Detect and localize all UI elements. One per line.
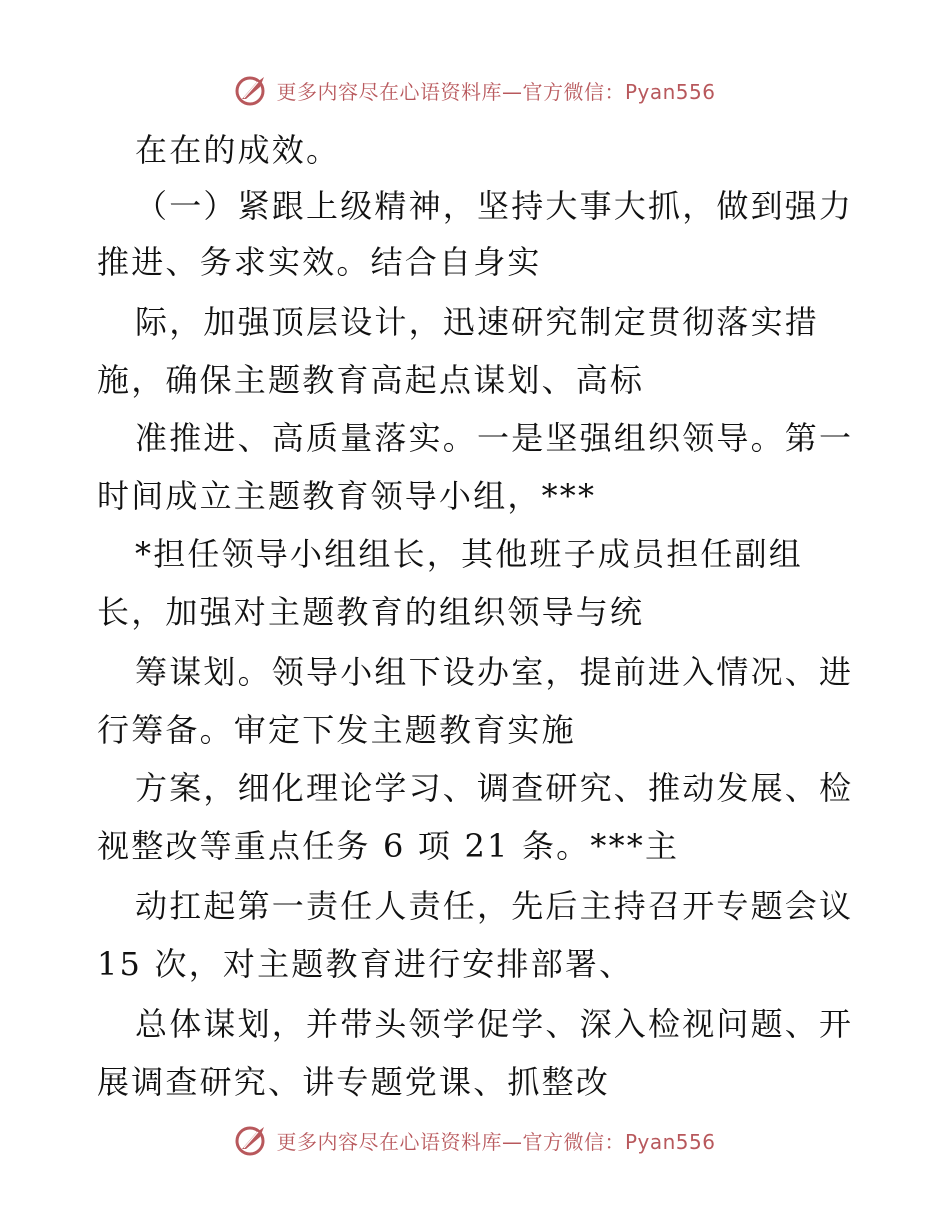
watermark-text: 更多内容尽在心语资料库—官方微信：Pyan556 (276, 1129, 716, 1154)
text-line: 总体谋划，并带头领学促学、深入检视问题、开 (135, 1005, 854, 1043)
watermark-text: 更多内容尽在心语资料库—官方微信：Pyan556 (276, 79, 716, 104)
watermark-group (234, 73, 715, 107)
text-line: （一）紧跟上级精神，坚持大事大抓，做到强力 (135, 187, 854, 225)
text-line: 方案，细化理论学习、调查研究、推动发展、检 (135, 769, 854, 807)
text-line: 长，加强对主题教育的组织领导与统 (97, 593, 645, 631)
text-line: *担任领导小组组长，其他班子成员担任副组 (135, 535, 804, 573)
text-line: 准推进、高质量落实。一是坚强组织领导。第一 (135, 419, 854, 457)
text-line: 15 次，对主题教育进行安排部署、 (97, 945, 634, 983)
feather-pen-circle-icon (234, 73, 270, 107)
text-line: 在在的成效。 (135, 131, 341, 169)
text-line: 动扛起第一责任人责任，先后主持召开专题会议 (135, 887, 854, 925)
text-line: 施，确保主题教育高起点谋划、高标 (97, 361, 645, 399)
text-line: 时间成立主题教育领导小组，*** (97, 477, 597, 515)
watermark-group (234, 1123, 715, 1157)
text-line: 视整改等重点任务 6 项 21 条。***主 (97, 827, 680, 865)
text-line: 展调查研究、讲专题党课、抓整改 (97, 1063, 611, 1101)
text-line: 筹谋划。领导小组下设办室，提前进入情况、进 (135, 653, 854, 691)
footer-watermark (0, 1120, 950, 1160)
header-watermark (0, 70, 950, 110)
text-line: 际，加强顶层设计，迅速研究制定贯彻落实措 (135, 303, 820, 341)
text-line: 推进、务求实效。结合自身实 (97, 243, 542, 281)
text-line: 行筹备。审定下发主题教育实施 (97, 711, 576, 749)
feather-pen-circle-icon (234, 1123, 270, 1157)
